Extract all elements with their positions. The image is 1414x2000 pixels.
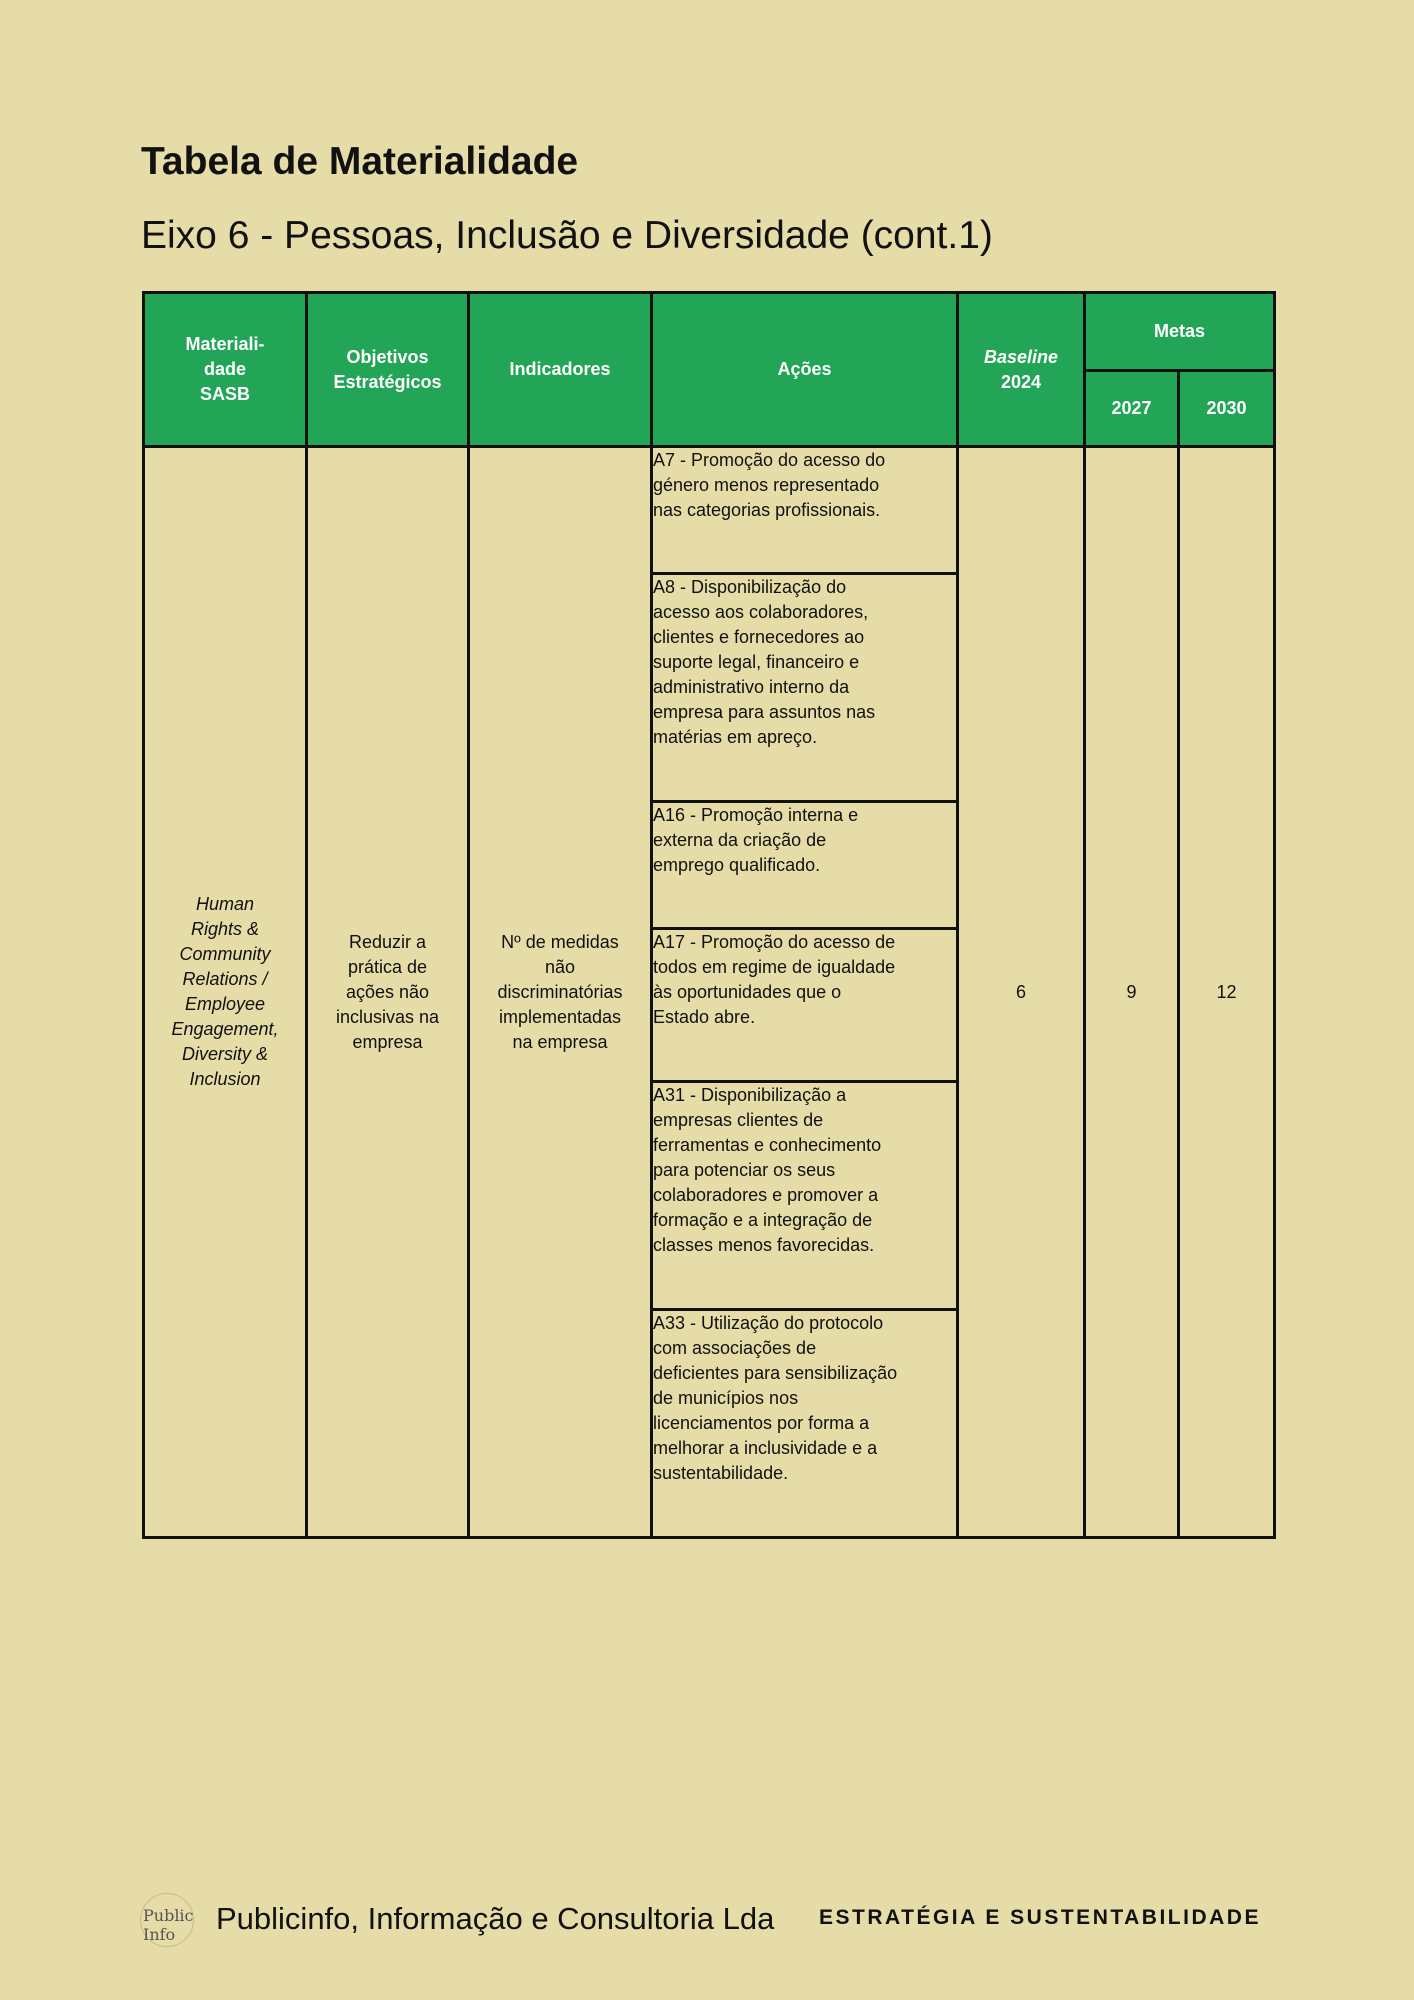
cell-indicador: [469, 447, 652, 1538]
header-objetivos: [307, 293, 469, 447]
cell-acao-a16: [652, 802, 958, 929]
header-baseline-label: Baseline: [983, 346, 1059, 367]
acao-line: formação e a integração de: [653, 1210, 873, 1230]
acao-line: suporte legal, financeiro e: [653, 652, 860, 672]
acao-line: acesso aos colaboradores,: [653, 602, 869, 622]
cell-acao-a8: [652, 574, 958, 802]
cell-acao-a31: [652, 1082, 958, 1310]
acao-line: matérias em apreço.: [653, 727, 818, 747]
acao-line: A8 - Disponibilização do: [653, 577, 847, 597]
acao-line: género menos representado: [653, 475, 880, 495]
acao-line: A16 - Promoção interna e: [653, 805, 859, 825]
cell-materialidade-sasb: [144, 447, 307, 1538]
cell-objetivo: [307, 447, 469, 1538]
acao-line: A33 - Utilização do protocolo: [653, 1313, 884, 1333]
acao-line: clientes e fornecedores ao: [653, 627, 865, 647]
acao-line: empresas clientes de: [653, 1110, 824, 1130]
acao-line: administrativo interno da: [653, 677, 850, 697]
cell-acao-a17: [652, 929, 958, 1082]
page-title: Tabela de Materialidade: [141, 140, 579, 183]
publicinfo-logo: [140, 1893, 194, 1947]
cell-acao-a33: [652, 1310, 958, 1538]
indicador-line: Nº de medidas: [501, 931, 619, 952]
header-baseline-year: 2024: [1000, 371, 1042, 392]
header-materialidade-sasb: [144, 293, 307, 447]
header-meta-2027: 2027: [1085, 370, 1179, 447]
objetivo-line: ações não: [345, 981, 430, 1002]
acao-line: licenciamentos por forma a: [653, 1413, 870, 1433]
sasb-line: Rights &: [190, 919, 260, 939]
acao-line: para potenciar os seus: [653, 1160, 836, 1180]
acao-line: com associações de: [653, 1338, 817, 1358]
acao-line: de municípios nos: [653, 1388, 799, 1408]
indicador-line: implementadas: [498, 1006, 622, 1027]
header-indicadores: Indicadores: [469, 293, 652, 447]
acao-line: emprego qualificado.: [653, 855, 821, 875]
logo-line: Public: [143, 1906, 194, 1925]
cell-acao-a7: [652, 447, 958, 574]
acao-line: sustentabilidade.: [653, 1463, 789, 1483]
acao-line: Estado abre.: [653, 1007, 756, 1027]
materiality-table: [142, 291, 1276, 1539]
acao-line: às oportunidades que o: [653, 982, 842, 1002]
header-acoes: Ações: [652, 293, 958, 447]
sasb-line: Relations /: [182, 969, 268, 989]
logo-line: Info: [143, 1925, 176, 1944]
indicador-line: não: [544, 956, 576, 977]
cell-meta-2030: 12: [1179, 447, 1275, 1538]
header-materialidade-line: dade: [203, 359, 246, 379]
indicador-line: na empresa: [512, 1031, 608, 1052]
header-materialidade-line: Materiali-: [185, 334, 265, 354]
acao-line: melhorar a inclusividade e a: [653, 1438, 878, 1458]
acao-line: deficientes para sensibilização: [653, 1363, 898, 1383]
header-objetivos-line: Estratégicos: [333, 371, 442, 392]
header-meta-2030: 2030: [1179, 370, 1275, 447]
acao-line: nas categorias profissionais.: [653, 500, 881, 520]
acao-line: ferramentas e conhecimento: [653, 1135, 882, 1155]
objetivo-line: Reduzir a: [348, 931, 427, 952]
acao-line: A31 - Disponibilização a: [653, 1085, 847, 1105]
acao-line: A7 - Promoção do acesso do: [653, 450, 886, 470]
cell-baseline: 6: [958, 447, 1085, 1538]
sasb-line: Human: [195, 894, 255, 914]
header-baseline: [958, 293, 1085, 447]
indicador-line: discriminatórias: [497, 981, 623, 1002]
acao-line: externa da criação de: [653, 830, 827, 850]
page-subtitle: Eixo 6 - Pessoas, Inclusão e Diversidade (cont.1): [141, 214, 993, 257]
acao-line: classes menos favorecidas.: [653, 1235, 875, 1255]
objetivo-line: prática de: [347, 956, 428, 977]
footer-section-label: ESTRATÉGIA E SUSTENTABILIDADE: [819, 1906, 1261, 1929]
sasb-line: Community: [179, 944, 271, 964]
acao-line: colaboradores e promover a: [653, 1185, 879, 1205]
footer-company-name: Publicinfo, Informação e Consultoria Lda: [216, 1901, 775, 1936]
header-materialidade-line: SASB: [199, 384, 250, 404]
acao-line: A17 - Promoção do acesso de: [653, 932, 896, 952]
sasb-line: Diversity &: [181, 1044, 268, 1064]
acao-line: todos em regime de igualdade: [653, 957, 896, 977]
header-objetivos-line: Objetivos: [346, 346, 429, 367]
objetivo-line: empresa: [352, 1031, 423, 1052]
objetivo-line: inclusivas na: [335, 1006, 440, 1027]
header-metas: Metas: [1085, 293, 1275, 371]
cell-meta-2027: 9: [1085, 447, 1179, 1538]
acao-line: empresa para assuntos nas: [653, 702, 876, 722]
sasb-line: Inclusion: [189, 1069, 261, 1089]
sasb-line: Employee: [184, 994, 266, 1014]
sasb-line: Engagement,: [171, 1019, 279, 1039]
